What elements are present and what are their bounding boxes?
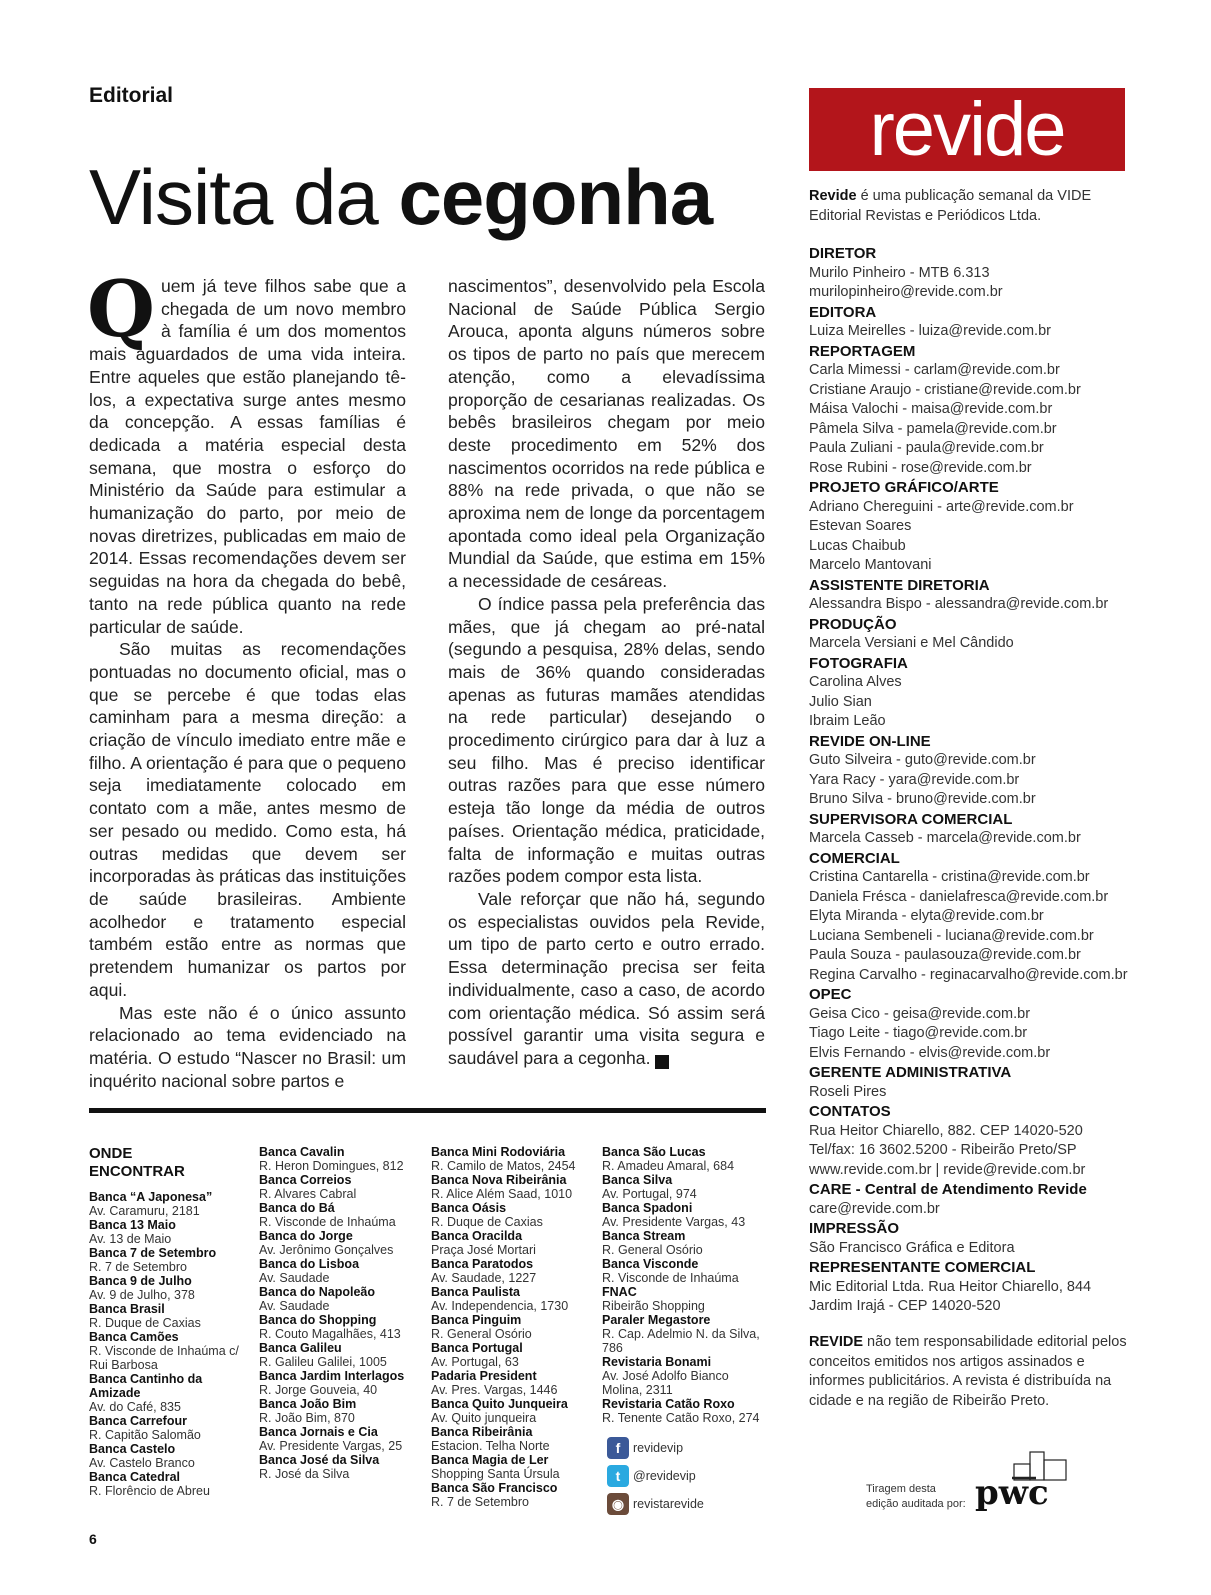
staff-line: Pâmela Silva - pamela@revide.com.br	[809, 420, 1057, 437]
instagram-icon: ◉	[607, 1493, 629, 1515]
shop-address: Praça José Mortari	[431, 1243, 536, 1257]
shop-entry	[431, 1201, 601, 1229]
shop-address: Av. Portugal, 974	[602, 1187, 697, 1201]
shop-address: R. Visconde de Inhaúma	[259, 1215, 396, 1229]
shop-entry	[89, 1302, 249, 1330]
shop-address: R. 7 de Setembro	[431, 1495, 529, 1509]
article-paragraph: nascimentos”, desenvolvido pela Escola Nacional de Saúde Pública Sergio Arouca, aponta alguns números sobre os tipos de parto no país que merecem atenção, como a elevadíssima proporção de cesarianas realizadas. Os bebês brasileiros chegam por meio deste procedimento em 52% dos nascimentos ocorridos na rede pública e 88% na rede privada, o que não se aproxima nem de longe da porcentagem apontada como ideal pela Organização Mundial da Saúde, que estima em 15% a necessidade de cesáreas.	[448, 276, 765, 592]
social-label: revistarevide	[633, 1497, 704, 1511]
shop-address: R. Amadeu Amaral, 684	[602, 1159, 735, 1173]
shop-entry	[259, 1397, 424, 1425]
shop-entry	[259, 1369, 424, 1397]
staff-line: Geisa Cico - geisa@revide.com.br	[809, 1005, 1031, 1022]
staff-line: Luiza Meirelles - luiza@revide.com.br	[809, 323, 1051, 339]
staff-line: Regina Carvalho - reginacarvalho@revide.com.br	[809, 966, 1128, 983]
staff-heading: PROJETO GRÁFICO/ARTE	[809, 479, 999, 496]
article-paragraph: São muitas as recomendações pontuadas no documento oficial, mas o que se percebe é que todas elas caminham para a mesma direção: a criação de vínculo imediato entre mãe e filho. A orientação é para que o pequeno seja imediatamente colocado em contato com a mãe, antes mesmo de ser pesado ou medido. Como esta, há outras medidas que devem ser incorporadas às práticas das instituições de saúde brasileiras. Ambiente acolhedor e tratamento especial também estão entre as normas que pretendem humanizar os partos por aqui.	[89, 639, 406, 1000]
staff-line: Carla Mimessi - carlam@revide.com.br	[809, 362, 1060, 378]
shop-entry	[89, 1218, 249, 1246]
shop-entry	[259, 1229, 424, 1257]
shop-entry	[431, 1285, 601, 1313]
staff-line: Tiago Leite - tiago@revide.com.br	[809, 1025, 1028, 1041]
staff-heading: REPRESENTANTE COMERCIAL	[809, 1259, 1036, 1276]
shop-entry	[89, 1190, 249, 1218]
shop-entry	[259, 1285, 424, 1313]
shop-name: Banca do Bá	[259, 1201, 335, 1215]
staff-heading: GERENTE ADMINISTRATIVA	[809, 1064, 1012, 1081]
shop-name: Banca José da Silva	[259, 1453, 380, 1467]
shop-entry	[431, 1369, 601, 1397]
shop-address: R. 7 de Setembro	[89, 1260, 187, 1274]
shop-name: Banca Oracilda	[431, 1229, 523, 1243]
social-instagram[interactable]	[607, 1493, 704, 1515]
shop-address: R. Visconde de Inhaúma	[602, 1271, 739, 1285]
article-paragraph: Vale reforçar que não há, segundo os especialistas ouvidos pela Revide, um tipo de parto certo e outro errado. Essa determinação precisa ser feita individualmente, caso a caso, de acordo com orientação médica. Só assim será possível garantir uma visita segura e saudável para a cegonha. r	[448, 888, 765, 1068]
staff-line: Elvis Fernando - elvis@revide.com.br	[809, 1044, 1051, 1061]
shop-name: Banca Visconde	[602, 1257, 699, 1271]
shop-address: R. Capitão Salomão	[89, 1428, 201, 1442]
shop-entry	[89, 1274, 249, 1302]
shop-name: FNAC	[602, 1285, 637, 1299]
shop-address: Av. Jerônimo Gonçalves	[259, 1243, 394, 1257]
shop-entry	[89, 1246, 249, 1274]
staff-line: murilopinheiro@revide.com.br	[809, 284, 1003, 300]
revide-logo	[809, 88, 1125, 171]
shop-address: R. General Osório	[431, 1327, 532, 1341]
staff-line: Rua Heitor Chiarello, 882. CEP 14020-520	[809, 1122, 1083, 1139]
shop-address: R. Galileu Galilei, 1005	[259, 1355, 387, 1369]
shop-entry	[259, 1201, 424, 1229]
staff-heading: DIRETOR	[809, 245, 877, 262]
shop-entry	[89, 1372, 249, 1414]
shop-address: Av. Quito junqueira	[431, 1411, 537, 1425]
staff-line: Bruno Silva - bruno@revide.com.br	[809, 791, 1036, 807]
section-label: Editorial	[89, 84, 174, 107]
shop-address: R. Visconde de Inhaúma c/ Rui Barbosa	[89, 1344, 239, 1372]
shop-entry	[259, 1453, 424, 1481]
where-to-find-title: ONDE ENCONTRAR	[89, 1145, 185, 1180]
shop-name: Banca Mini Rodoviária	[431, 1145, 566, 1159]
shop-address: R. Tenente Catão Roxo, 274	[602, 1411, 760, 1425]
staff-heading: SUPERVISORA COMERCIAL	[809, 810, 1013, 828]
shop-entry	[431, 1481, 601, 1509]
shop-name: Banca 9 de Julho	[89, 1274, 192, 1288]
shop-address: Av. José Adolfo Bianco Molina, 2311	[602, 1369, 729, 1397]
shop-entry	[602, 1285, 762, 1313]
staff-heading: REPORTAGEM	[809, 342, 916, 360]
headline-light: Visita da	[89, 153, 399, 241]
shop-address: R. Camilo de Matos, 2454	[431, 1159, 576, 1173]
shop-address: R. Couto Magalhães, 413	[259, 1327, 401, 1341]
shop-name: Padaria President	[431, 1369, 537, 1383]
staff-line: Julio Sian	[809, 693, 872, 710]
shop-entry	[89, 1470, 249, 1498]
masthead-intro: Revide é uma publicação semanal da VIDE Editorial Revistas e Periódicos Ltda.	[809, 188, 1092, 224]
article-paragraph: Mas este não é o único assunto relacionado ao tema evidenciado na matéria. O estudo “Nascer no Brasil: um inquérito nacional sobre partos e	[89, 1002, 406, 1091]
staff-heading: REVIDE ON-LINE	[809, 732, 931, 750]
shop-name: Paraler Megastore	[602, 1313, 711, 1327]
shop-name: Banca Magia de Ler	[431, 1453, 549, 1467]
staff-line: Paula Souza - paulasouza@revide.com.br	[809, 947, 1081, 963]
shop-entry	[431, 1257, 601, 1285]
shop-entry	[89, 1414, 249, 1442]
shop-name: Banca Quito Junqueira	[431, 1397, 568, 1411]
shop-list-col-2	[259, 1145, 424, 1481]
shop-address: Av. Castelo Branco	[89, 1456, 195, 1470]
staff-line: Máisa Valochi - maisa@revide.com.br	[809, 401, 1053, 417]
shop-name: Banca Galileu	[259, 1341, 342, 1355]
shop-entry	[431, 1397, 601, 1425]
staff-line: Daniela Frésca - danielafresca@revide.com.br	[809, 888, 1109, 905]
shop-name: Banca Ribeirânia	[431, 1425, 533, 1439]
disclaimer: REVIDE não tem responsabilidade editorial pelos conceitos emitidos nos artigos assinados e informes publicitários. A revista é distribuída na cidade e na região de Ribeirão Preto.	[809, 1334, 1127, 1409]
facebook-icon: f	[607, 1437, 629, 1459]
shop-entry	[431, 1229, 601, 1257]
shop-entry	[431, 1145, 601, 1173]
shop-address: Av. Caramuru, 2181	[89, 1204, 200, 1218]
shop-address: R. General Osório	[602, 1243, 703, 1257]
shop-entry	[89, 1442, 249, 1470]
shop-name: Banca Nova Ribeirânia	[431, 1173, 567, 1187]
shop-address: R. Duque de Caxias	[431, 1215, 543, 1229]
shop-address: Av. Pres. Vargas, 1446	[431, 1383, 558, 1397]
shop-entry	[89, 1330, 249, 1372]
staff-line: Yara Racy - yara@revide.com.br	[809, 771, 1020, 788]
twitter-icon: t	[607, 1465, 629, 1487]
shop-address: R. Florêncio de Abreu	[89, 1484, 210, 1498]
shop-entry	[602, 1397, 762, 1425]
shop-name: Banca Stream	[602, 1229, 686, 1243]
staff-line: Alessandra Bispo - alessandra@revide.com.br	[809, 596, 1109, 612]
shop-entry	[431, 1425, 601, 1453]
shop-name: Banca Spadoni	[602, 1201, 693, 1215]
page-number: 6	[89, 1531, 97, 1547]
shop-address: Av. Saudade, 1227	[431, 1271, 537, 1285]
staff-heading: IMPRESSÃO	[809, 1220, 900, 1237]
pwc-logo: pwc	[975, 1473, 1049, 1513]
shop-name: Banca Cantinho da Amizade	[89, 1372, 203, 1400]
staff-line: Rose Rubini - rose@revide.com.br	[809, 459, 1032, 476]
shop-name: Banca Jornais e Cia	[259, 1425, 378, 1439]
shop-address: R. Heron Domingues, 812	[259, 1159, 404, 1173]
staff-heading: FOTOGRAFIA	[809, 654, 908, 672]
headline-bold: cegonha	[398, 153, 713, 241]
shop-entry	[259, 1173, 424, 1201]
shop-entry	[431, 1173, 601, 1201]
shop-entry	[259, 1145, 424, 1173]
staff-line: Marcela Casseb - marcela@revide.com.br	[809, 830, 1081, 846]
shop-name: Banca São Francisco	[431, 1481, 558, 1495]
shop-entry	[602, 1201, 762, 1229]
drop-cap: Q	[87, 264, 155, 355]
shop-entry	[431, 1453, 601, 1481]
shop-name: Banca Castelo	[89, 1442, 176, 1456]
shop-address: Av. 13 de Maio	[89, 1232, 172, 1246]
shop-entry	[602, 1173, 762, 1201]
shop-address: R. Alice Além Saad, 1010	[431, 1187, 573, 1201]
shop-entry	[431, 1341, 601, 1369]
shop-name: Banca 7 de Setembro	[89, 1246, 217, 1260]
staff-heading: CONTATOS	[809, 1103, 891, 1120]
staff-line: care@revide.com.br	[809, 1200, 940, 1217]
article-paragraph: O índice passa pela preferência das mães, que já chegam ao pré-natal (segundo a pesquisa, 28% delas, sendo mais de 36% quando consideradas apenas as futuras mamães atendidas na rede particular) desejando o procedimento cirúrgico para dar à luz a seu filho. Mas é preciso identificar outras razões para que esse número esteja tão longe da média de outros países. Orientação médica, praticidade, falta de informação e muitas outras razões podem compor esta lista.	[448, 593, 765, 887]
end-mark-icon: r	[655, 1055, 669, 1069]
shop-address: R. Cap. Adelmio N. da Silva, 786	[602, 1327, 760, 1355]
staff-line: Ibraim Leão	[809, 713, 886, 729]
shop-address: Av. Saudade	[259, 1299, 330, 1313]
shop-name: Revistaria Bonami	[602, 1355, 712, 1369]
shop-list-col-1	[89, 1190, 249, 1498]
shop-name: Banca Paulista	[431, 1285, 520, 1299]
staff-line: Estevan Soares	[809, 518, 912, 534]
shop-address: R. José da Silva	[259, 1467, 350, 1481]
shop-name: Revistaria Catão Roxo	[602, 1397, 735, 1411]
staff-line: Roseli Pires	[809, 1083, 887, 1100]
shop-address: Estacion. Telha Norte	[431, 1439, 550, 1453]
divider-rule	[89, 1108, 766, 1113]
shop-address: Av. Presidente Vargas, 25	[259, 1439, 403, 1453]
staff-line: Murilo Pinheiro - MTB 6.313	[809, 264, 990, 281]
staff-line: Paula Zuliani - paula@revide.com.br	[809, 440, 1044, 456]
staff-line: Guto Silveira - guto@revide.com.br	[809, 752, 1036, 768]
shop-entry	[259, 1257, 424, 1285]
staff-line: Luciana Sembeneli - luciana@revide.com.br	[809, 927, 1094, 944]
staff-line: São Francisco Gráfica e Editora	[809, 1239, 1015, 1256]
staff-heading: COMERCIAL	[809, 849, 900, 867]
staff-line: Elyta Miranda - elyta@revide.com.br	[809, 908, 1044, 924]
staff-line: Jardim Irajá - CEP 14020-520	[809, 1298, 1001, 1314]
shop-name: Banca 13 Maio	[89, 1218, 176, 1232]
shop-address: R. Jorge Gouveia, 40	[259, 1383, 378, 1397]
staff-line: Marcela Versiani e Mel Cândido	[809, 635, 1014, 651]
staff-line: www.revide.com.br | revide@revide.com.br	[809, 1161, 1086, 1178]
shop-entry	[602, 1145, 762, 1173]
staff-line: Marcelo Mantovani	[809, 557, 932, 573]
shop-entry	[259, 1341, 424, 1369]
staff-list	[809, 244, 1139, 1317]
shop-name: Banca do Shopping	[259, 1313, 377, 1327]
staff-heading: CARE - Central de Atendimento Revide	[809, 1181, 1087, 1198]
shop-address: R. João Bim, 870	[259, 1411, 355, 1425]
shop-name: Banca Camões	[89, 1330, 179, 1344]
shop-list-col-4	[602, 1145, 762, 1425]
shop-address: Shopping Santa Úrsula	[431, 1467, 560, 1481]
shop-entry	[602, 1257, 762, 1285]
shop-name: Banca Correios	[259, 1173, 352, 1187]
staff-line: Tel/fax: 16 3602.5200 - Ribeirão Preto/SP	[809, 1142, 1077, 1158]
staff-line: Cristiane Araujo - cristiane@revide.com.br	[809, 381, 1081, 398]
shop-name: Banca Jardim Interlagos	[259, 1369, 405, 1383]
shop-address: R. Duque de Caxias	[89, 1316, 201, 1330]
shop-entry	[602, 1313, 762, 1355]
shop-address: Av. Independencia, 1730	[431, 1299, 569, 1313]
shop-address: Av. Presidente Vargas, 43	[602, 1215, 746, 1229]
shop-address: Av. Saudade	[259, 1271, 330, 1285]
staff-line: Cristina Cantarella - cristina@revide.com.br	[809, 869, 1090, 885]
shop-list-col-3	[431, 1145, 601, 1509]
shop-name: Banca Brasil	[89, 1302, 165, 1316]
staff-line: Carolina Alves	[809, 674, 902, 690]
shop-name: Banca Paratodos	[431, 1257, 534, 1271]
article-column-2	[448, 275, 765, 1070]
shop-entry	[259, 1313, 424, 1341]
shop-name: Banca Oásis	[431, 1201, 507, 1215]
shop-name: Banca Cavalin	[259, 1145, 345, 1159]
article-column-1	[87, 264, 406, 1092]
staff-line: Lucas Chaibub	[809, 537, 906, 554]
shop-entry	[259, 1425, 424, 1453]
social-label: @revidevip	[633, 1469, 696, 1483]
shop-entry	[602, 1229, 762, 1257]
social-facebook[interactable]	[607, 1437, 683, 1459]
shop-name: Banca do Napoleão	[259, 1285, 375, 1299]
headline	[89, 153, 713, 241]
shop-name: Banca do Jorge	[259, 1229, 353, 1243]
shop-name: Banca Portugal	[431, 1341, 523, 1355]
shop-entry	[602, 1355, 762, 1397]
staff-heading: OPEC	[809, 986, 852, 1003]
shop-name: Banca Silva	[602, 1173, 673, 1187]
logo-text: revide	[869, 86, 1065, 172]
staff-heading: EDITORA	[809, 303, 877, 321]
shop-address: Av. Portugal, 63	[431, 1355, 519, 1369]
shop-name: Banca João Bim	[259, 1397, 357, 1411]
shop-name: Banca do Lisboa	[259, 1257, 360, 1271]
staff-heading: PRODUÇÃO	[809, 615, 897, 633]
shop-address: R. Alvares Cabral	[259, 1187, 357, 1201]
shop-name: Banca Carrefour	[89, 1414, 187, 1428]
shop-address: Ribeirão Shopping	[602, 1299, 705, 1313]
staff-line: Mic Editorial Ltda. Rua Heitor Chiarello, 844	[809, 1278, 1092, 1295]
shop-name: Banca São Lucas	[602, 1145, 706, 1159]
social-twitter[interactable]	[607, 1465, 696, 1487]
article-paragraph: Quem já teve filhos sabe que a chegada de um novo membro à família é um dos momentos mais aguardados de uma vida inteira. Entre aqueles que estão planejando tê-los, a expectativa surge antes mesmo da concepção. A essas famílias é dedicada a matéria especial desta semana, que mostra o esforço do Ministério da Saúde para estimular a humanização do parto, por meio de novas diretrizes, publicadas em maio de 2014. Essas recomendações devem ser seguidas na hora da chegada do bebê, tanto na rede pública quanto na rede particular de saúde.	[87, 264, 406, 637]
social-label: revidevip	[633, 1441, 684, 1455]
shop-address: Av. do Café, 835	[89, 1400, 181, 1414]
shop-address: Av. 9 de Julho, 378	[89, 1288, 195, 1302]
shop-name: Banca Catedral	[89, 1470, 181, 1484]
shop-name: Banca Pinguim	[431, 1313, 522, 1327]
audit-note: Tiragem desta edição auditada por:	[866, 1483, 966, 1510]
shop-entry	[431, 1313, 601, 1341]
staff-line: Adriano Chereguini - arte@revide.com.br	[809, 498, 1074, 515]
staff-heading: ASSISTENTE DIRETORIA	[809, 576, 990, 594]
shop-name: Banca “A Japonesa”	[89, 1190, 213, 1204]
